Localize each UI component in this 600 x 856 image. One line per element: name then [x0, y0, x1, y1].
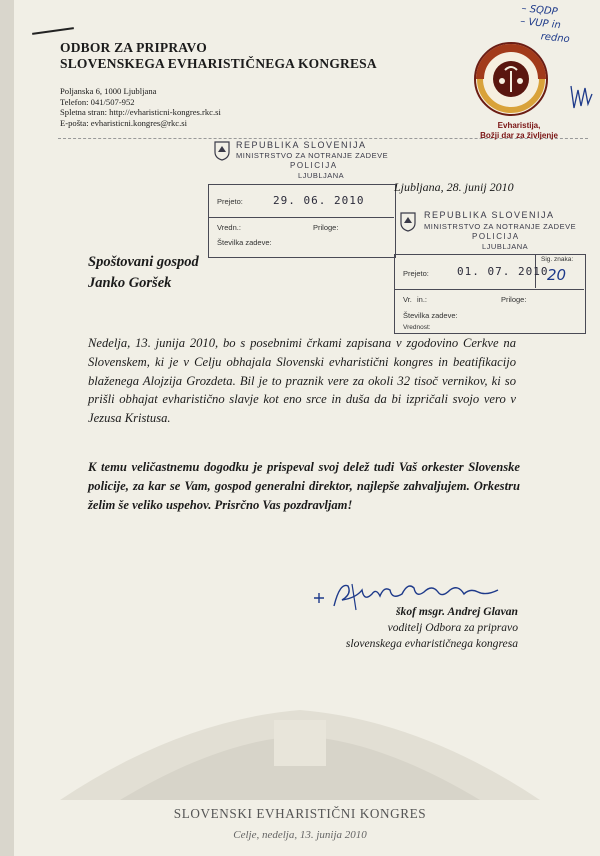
- handwritten-note: [518, 2, 598, 49]
- stamp2-vredn-label: Vr.: [403, 295, 412, 304]
- logo-caption-line2: Božji dar za življenje: [480, 131, 558, 140]
- salutation: [88, 252, 199, 294]
- org-name-line1: ODBOR ZA PRIPRAVO: [60, 40, 207, 55]
- stamp1-ministry: MINISTRSTVO ZA NOTRANJE ZADEVE: [236, 151, 389, 160]
- stamp2-republic: REPUBLIKA SLOVENIJA: [424, 210, 555, 220]
- received-stamp-2: [394, 254, 586, 334]
- stamp1-priloge-label: Priloge:: [313, 223, 339, 232]
- congress-logo-icon: [472, 40, 550, 118]
- stamp1-stevilka-label: Številka zadeve:: [217, 238, 272, 247]
- salutation-line2: Janko Goršek: [88, 275, 172, 291]
- place-and-date: Ljubljana, 28. junij 2010: [394, 180, 514, 194]
- email-link[interactable]: E-pošta: evharisticni.kongres@rkc.si: [60, 117, 188, 128]
- stamp2-received-label: Prejeto:: [403, 269, 429, 278]
- letter-paragraph-1: Nedelja, 13. junija 2010, bo s posebnimi črkami zapisana v zgodovino Cerkve na Slovenskem, ki je v Celju obhajala Slovenski evharistični kongres in beatifikacijo blaženega Alojzija Grozdeta. Bil je to praznik vere za okoli 32 tisoč vernikov, ki so prišli obhajat evharistično slavje kot eno srce in duša da bi izpričali svojo vero v Jezusa Kristusa.: [88, 336, 516, 426]
- stamp2-police: POLICIJA: [472, 232, 520, 241]
- initials-signature-icon: [568, 82, 594, 112]
- stamp1-republic: REPUBLIKA SLOVENIJA: [236, 140, 367, 150]
- handwritten-line3: redno: [540, 31, 571, 46]
- stamp2-ministry: MINISTRSTVO ZA NOTRANJE ZADEVE: [424, 222, 577, 231]
- stamp2-sig-label: Sig. znaka:: [541, 256, 574, 263]
- salutation-line1: Spoštovani gospod: [88, 254, 199, 270]
- slovenia-crest-icon: [214, 141, 230, 161]
- signatory-name: škof msgr. Andrej Glavan: [396, 605, 518, 618]
- handwritten-line1: – SQDP: [520, 3, 559, 18]
- contact-info: [60, 86, 221, 128]
- stamp2-vredn-suffix: in.:: [417, 295, 428, 304]
- stamp1-received-label: Prejeto:: [217, 197, 243, 206]
- logo-caption-line1: Evharistija,: [497, 121, 541, 130]
- slovenia-crest-icon-2: [400, 212, 416, 232]
- stamp2-city: LJUBLJANA: [482, 242, 529, 251]
- pen-stroke: [32, 27, 74, 35]
- stamp1-vredn-label: Vredn.:: [217, 223, 241, 232]
- received-stamp-1: [208, 184, 396, 258]
- stamp2-vrednost-label: Vrednost:: [403, 324, 431, 331]
- stamp2-stevilka-label: Številka zadeve:: [403, 311, 458, 320]
- footer-subtitle: Celje, nedelja, 13. junija 2010: [233, 829, 367, 841]
- page-edge-shadow: [0, 0, 14, 856]
- letter-paragraph-2: K temu veličastnemu dogodku je prispeval svoj delež tudi Vaš orkester Slovenske policije, za kar se Vam, gospod generalni direktor, najlepše zahvaljujem. Orkestru želim še veliko uspehov. Prisrčno Vas pozdravljam!: [88, 460, 520, 512]
- website-link[interactable]: Spletna stran: http://evharisticni-kongres.rkc.si: [60, 107, 221, 118]
- logo-caption: [474, 121, 564, 141]
- stamp2-sig-value: 20: [547, 266, 567, 284]
- stamp1-police: POLICIJA: [290, 161, 338, 170]
- organization-name: [60, 40, 377, 72]
- signatory-role-line2: slovenskega evharističnega kongresa: [345, 637, 518, 650]
- signature-block: [300, 604, 518, 652]
- org-name-line2: SLOVENSKEGA EVHARISTIČNEGA KONGRESA: [60, 56, 377, 71]
- address: Poljanska 6, 1000 Ljubljana: [60, 86, 157, 96]
- stamp2-received-date: 01. 07. 2010: [457, 265, 549, 278]
- stamp1-city: LJUBLJANA: [298, 171, 345, 180]
- signatory-role-line1: voditelj Odbora za pripravo: [387, 621, 518, 634]
- stamp2-priloge-label: Priloge:: [501, 295, 527, 304]
- stamp1-received-date: 29. 06. 2010: [273, 194, 365, 207]
- handwritten-line2: – VUP in: [519, 16, 562, 32]
- phone: Telefon: 041/507-952: [60, 96, 135, 107]
- background-watermark-illustration: [60, 680, 540, 800]
- footer-title: SLOVENSKI EVHARISTIČNI KONGRES: [173, 806, 427, 821]
